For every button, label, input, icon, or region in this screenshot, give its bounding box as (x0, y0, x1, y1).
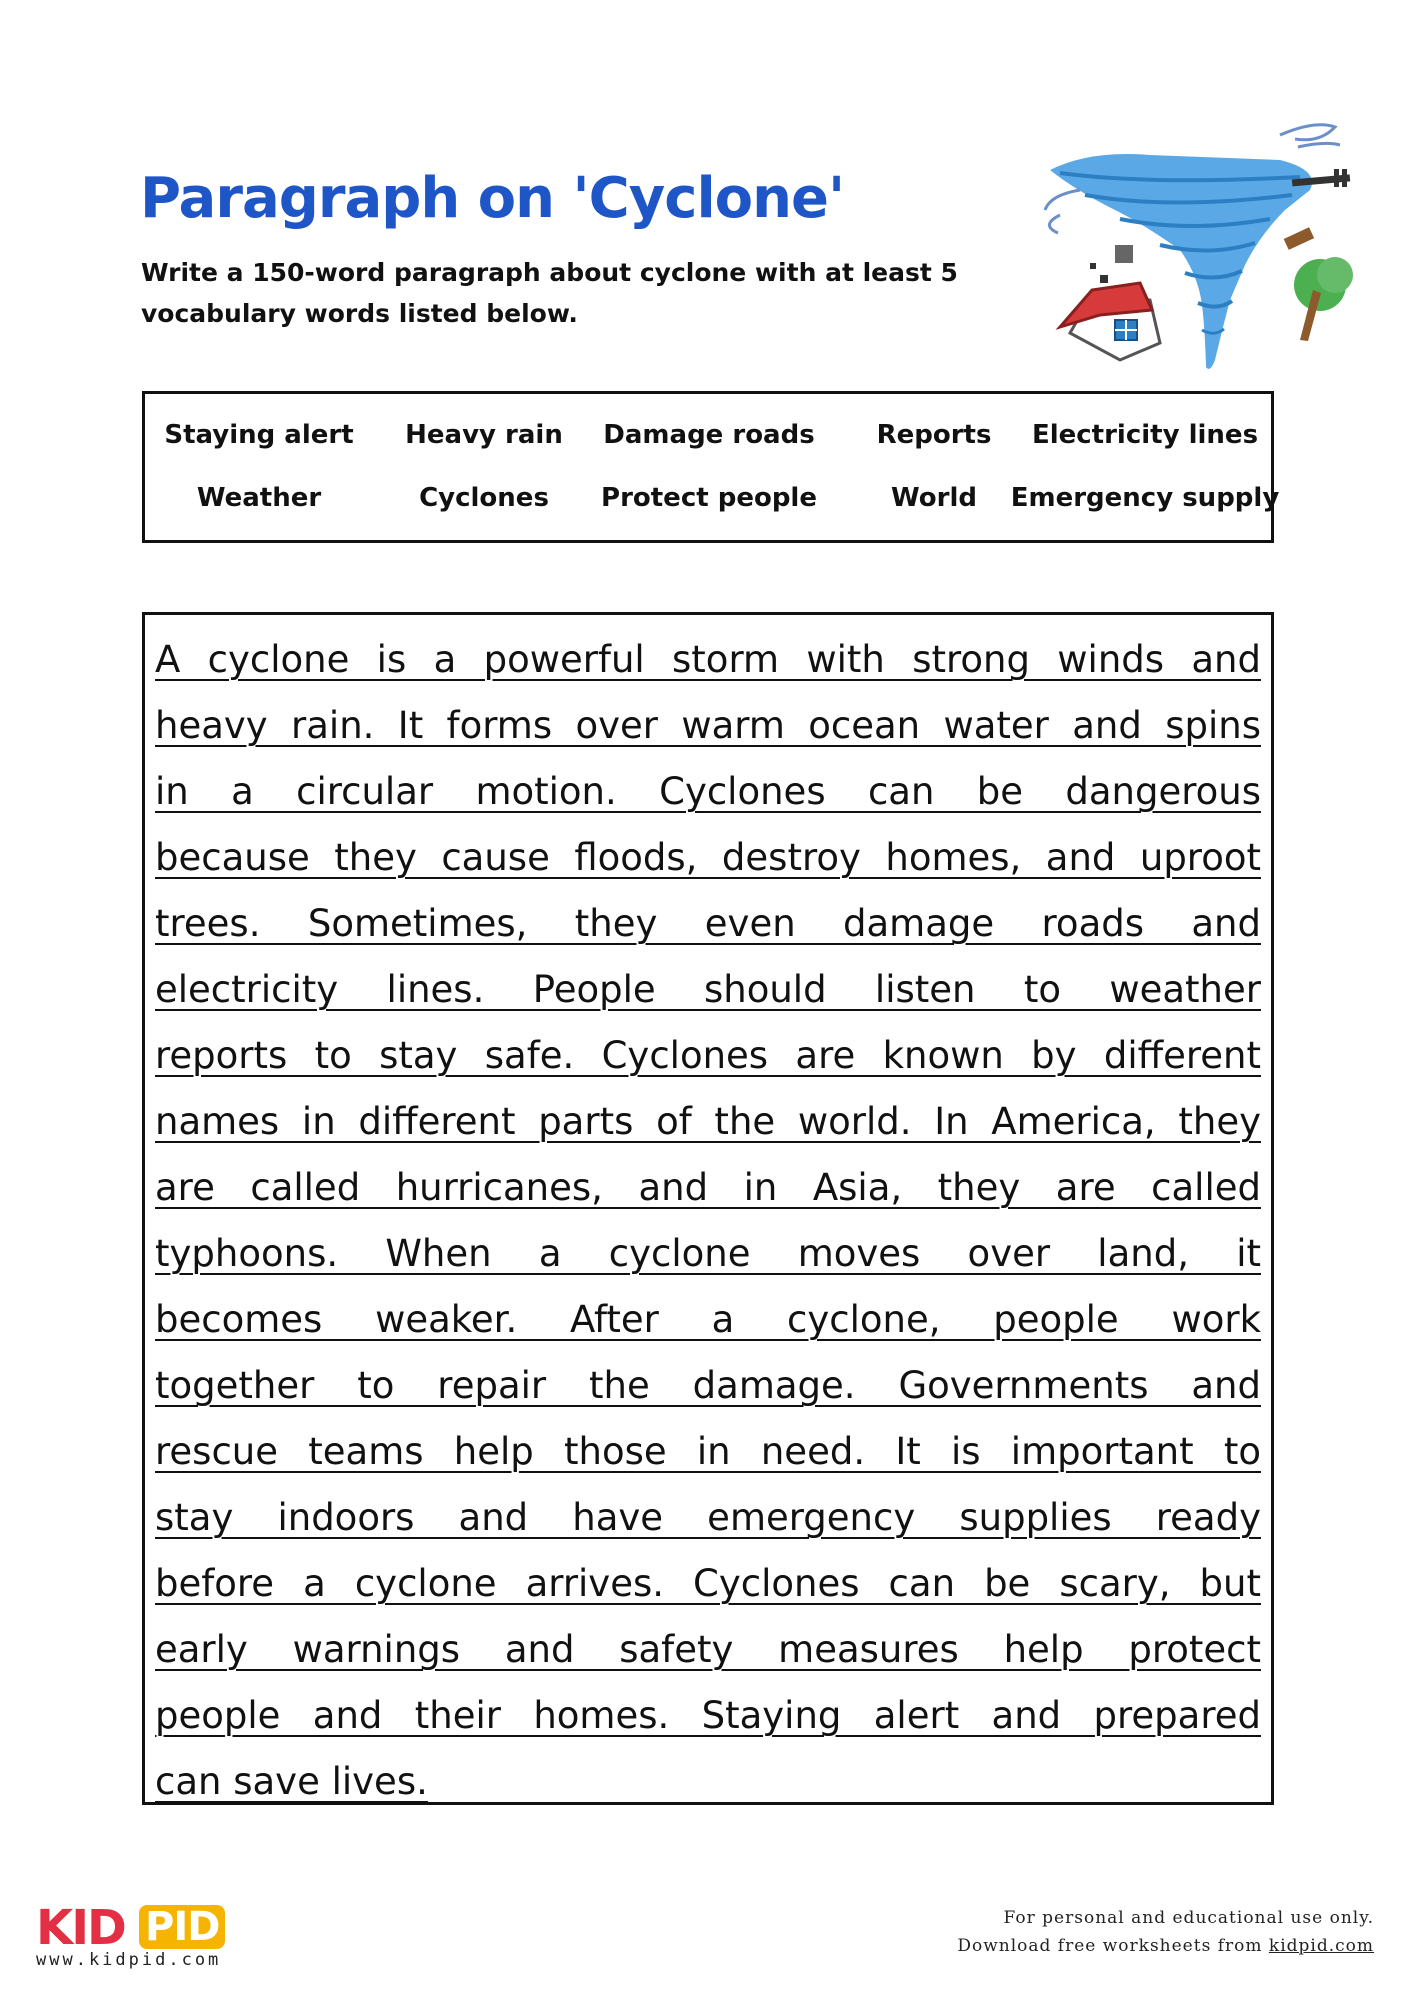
vocab-word: Damage roads (603, 420, 815, 450)
paragraph-line: A cyclone is a powerful storm with strong winds and (155, 638, 1261, 681)
paragraph-line: trees. Sometimes, they even damage roads and (155, 902, 1261, 945)
paragraph-line: in a circular motion. Cyclones can be dangerous (155, 770, 1261, 813)
paragraph-line: names in different parts of the world. In America, they (155, 1100, 1261, 1143)
instructions: Write a 150-word paragraph about cyclone with at least 5 vocabulary words listed below. (141, 258, 958, 328)
vocab-word: Electricity lines (1031, 420, 1259, 450)
paragraph-line: rescue teams help those in need. It is important to (155, 1430, 1261, 1473)
vocab-word: Staying alert (164, 420, 354, 450)
vocab-word: Weather (196, 483, 322, 513)
vocab-word: Heavy rain (405, 420, 563, 450)
paragraph-line: can save lives. (155, 1760, 428, 1803)
footer-usage-note: For personal and educational use only. (1003, 1908, 1374, 1928)
footer-link[interactable]: kidpid.com (1268, 1936, 1374, 1956)
paragraph-line: people and their homes. Staying alert and prepared (155, 1694, 1261, 1737)
vocab-word: World (891, 483, 977, 513)
paragraph-line: before a cyclone arrives. Cyclones can be scary, but (155, 1562, 1261, 1605)
footer-download-text: Download free worksheets from (957, 1936, 1263, 1956)
logo-text: KID (36, 1900, 125, 1956)
paragraph-line: because they cause floods, destroy homes, and uproot (155, 836, 1261, 879)
paragraph-line: heavy rain. It forms over warm ocean water and spins (155, 704, 1261, 747)
paragraph-line: reports to stay safe. Cyclones are known by different (155, 1034, 1261, 1077)
footer-download-note (957, 1932, 1374, 1960)
logo-url[interactable]: www.kidpid.com (36, 1950, 222, 1970)
vocab-word: Emergency supply (1010, 483, 1280, 513)
paragraph-line: early warnings and safety measures help protect (155, 1628, 1261, 1671)
vocabulary-box (142, 391, 1280, 543)
page-title: Paragraph on 'Cyclone' (140, 166, 845, 231)
paragraph-line: typhoons. When a cyclone moves over land, it (155, 1232, 1261, 1275)
paragraph-line: are called hurricanes, and in Asia, they are called (155, 1166, 1261, 1209)
kidpid-logo[interactable] (36, 1900, 236, 1970)
paragraph-box (142, 612, 1274, 1805)
vocab-word: Cyclones (419, 483, 549, 513)
tornado-illustration (1030, 115, 1360, 380)
vocab-word: Reports (876, 420, 992, 450)
paragraph-line: stay indoors and have emergency supplies ready (155, 1496, 1261, 1539)
logo-badge: PID (139, 1905, 225, 1949)
footer-note (957, 1904, 1374, 1960)
paragraph-line: becomes weaker. After a cyclone, people work (155, 1298, 1261, 1341)
paragraph-line: electricity lines. People should listen to weather (155, 968, 1261, 1011)
vocab-word: Protect people (601, 483, 817, 513)
paragraph-line: together to repair the damage. Governments and (155, 1364, 1261, 1407)
